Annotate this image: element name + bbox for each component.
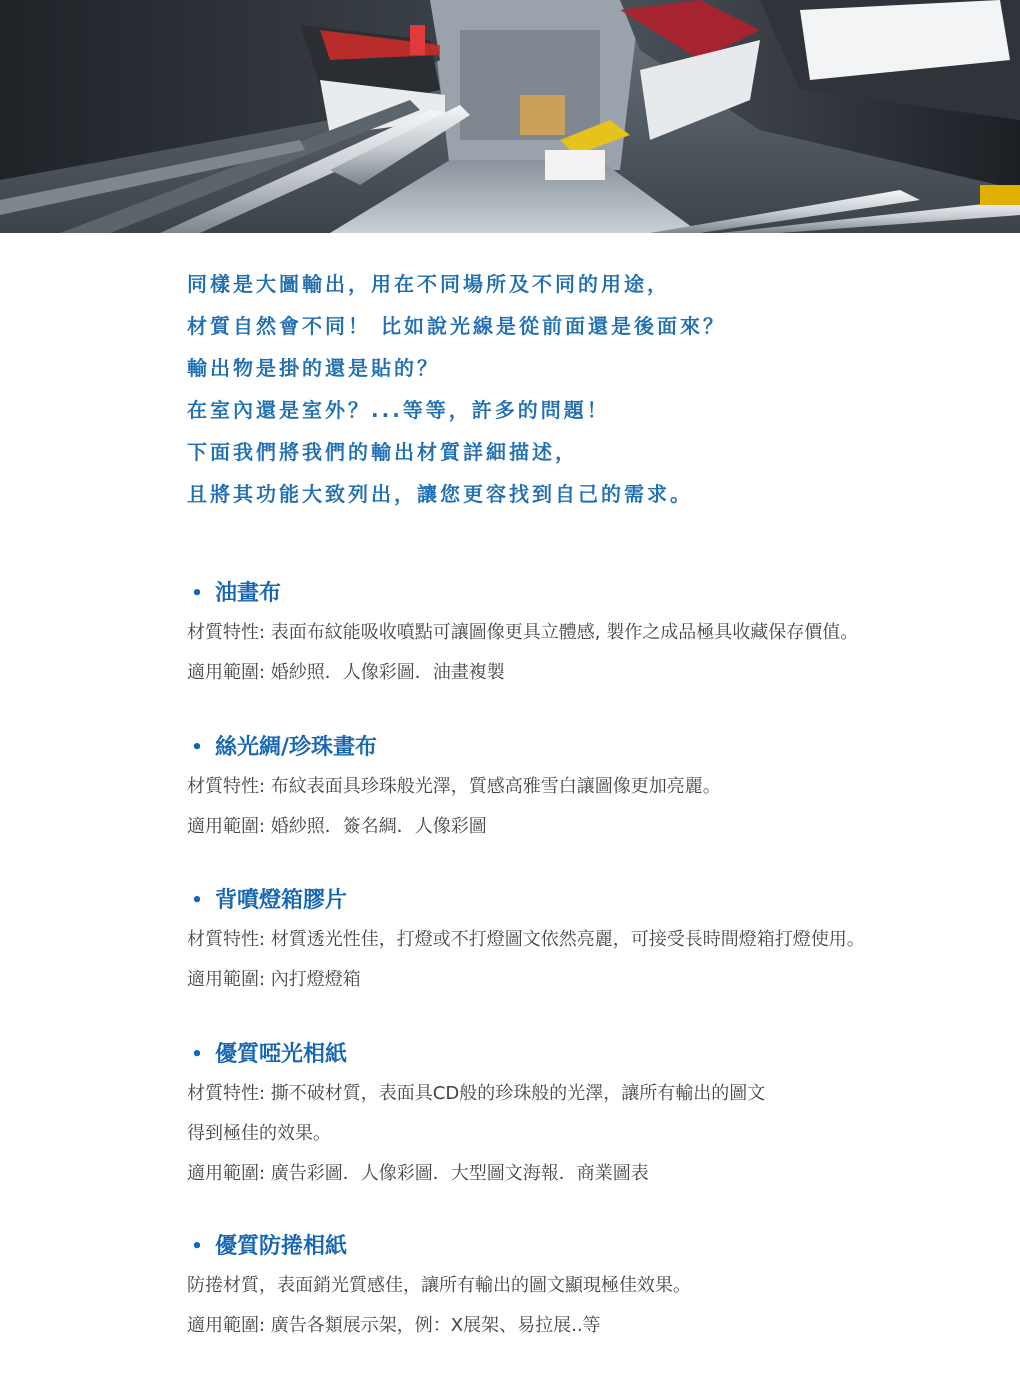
material-section-backlit-film <box>187 883 1017 999</box>
application-range-line: 適用範圍: 婚紗照．人像彩圖．油畫複製 <box>187 662 505 683</box>
material-property-line: 材質特性: 材質透光性佳，打燈或不打燈圖文依然亮麗，可接受長時間燈箱打燈使用。 <box>187 929 865 950</box>
section-title: 背噴燈箱膠片 <box>215 888 348 913</box>
section-heading <box>187 730 1017 766</box>
application-range-line: 適用範圍: 廣告各類展示架，例：X展架、易拉展..等 <box>187 1315 601 1336</box>
intro-line: 輸出物是掛的還是貼的？ <box>187 356 440 380</box>
application-range-line: 適用範圍: 婚紗照．簽名綢．人像彩圖 <box>187 816 487 837</box>
intro-paragraph <box>187 263 987 515</box>
intro-line: 材質自然會不同！ 比如說光線是從前面還是後面來？ <box>187 314 726 338</box>
bullet-dot-icon: • <box>191 1236 203 1257</box>
bullet-dot-icon: • <box>191 737 203 758</box>
material-property-line: 材質特性: 布紋表面具珍珠般光澤，質感高雅雪白讓圖像更加亮麗。 <box>187 776 721 797</box>
hero-photo-printing-factory <box>0 0 1020 233</box>
bullet-dot-icon: • <box>191 1044 203 1065</box>
intro-line: 在室內還是室外？...等等，許多的問題！ <box>187 398 610 422</box>
section-title: 絲光綢/珍珠畫布 <box>215 735 378 760</box>
intro-line: 且將其功能大致列出，讓您更容找到自己的需求。 <box>187 482 693 506</box>
material-property-line: 材質特性: 撕不破材質，表面具CD般的珍珠般的光澤，讓所有輸出的圖文 <box>187 1083 766 1104</box>
section-heading <box>187 1229 1017 1265</box>
material-property-line: 得到極佳的效果。 <box>187 1123 331 1144</box>
section-title: 優質防捲相紙 <box>215 1234 348 1259</box>
bullet-dot-icon: • <box>191 583 203 604</box>
section-title: 油畫布 <box>215 581 282 606</box>
material-property-line: 材質特性: 表面布紋能吸收噴點可讓圖像更具立體感, 製作之成品極具收藏保存價值。 <box>187 622 859 643</box>
section-heading <box>187 883 1017 919</box>
section-heading <box>187 1037 1017 1073</box>
material-section-matte-photo-paper <box>187 1037 1017 1193</box>
bullet-dot-icon: • <box>191 890 203 911</box>
material-section-oil-canvas <box>187 576 1017 692</box>
material-property-line: 防捲材質，表面銷光質感佳，讓所有輸出的圖文顯現極佳效果。 <box>187 1275 691 1296</box>
application-range-line: 適用範圍: 廣告彩圖．人像彩圖．大型圖文海報．商業圖表 <box>187 1163 649 1184</box>
section-heading <box>187 576 1017 612</box>
material-section-anti-curl-photo-paper <box>187 1229 1017 1345</box>
application-range-line: 適用範圍: 內打燈燈箱 <box>187 969 361 990</box>
intro-line: 下面我們將我們的輸出材質詳細描述， <box>187 440 578 464</box>
section-title: 優質啞光相紙 <box>215 1042 348 1067</box>
material-section-silk-pearl-canvas <box>187 730 1017 846</box>
intro-line: 同樣是大圖輸出，用在不同場所及不同的用途， <box>187 272 670 296</box>
